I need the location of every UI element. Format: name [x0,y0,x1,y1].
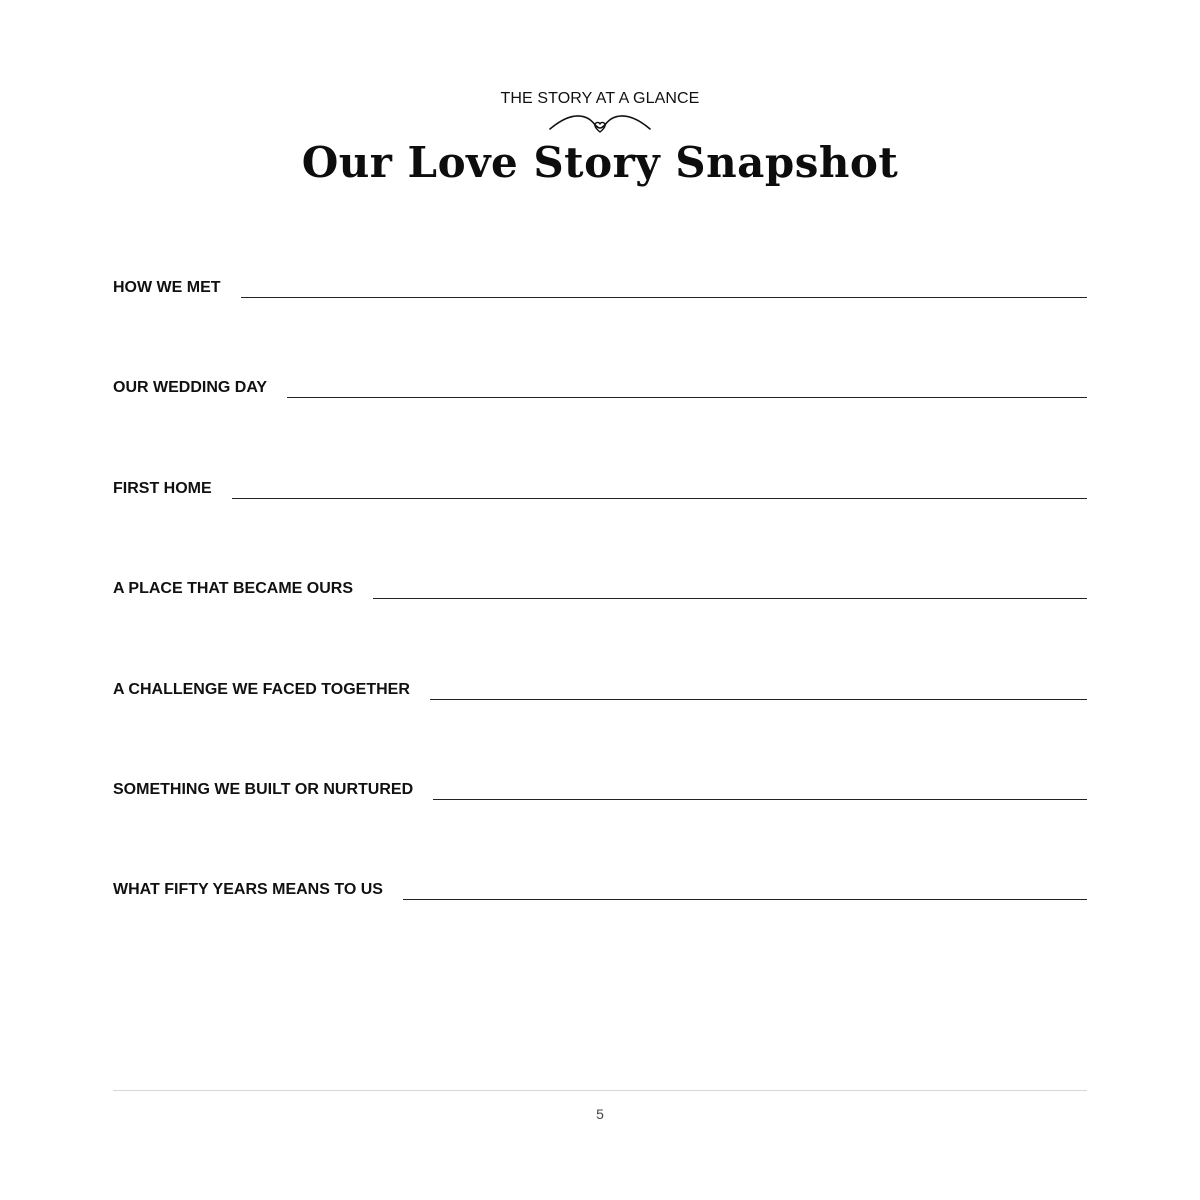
write-in-line[interactable] [430,699,1087,700]
field-a-challenge-we-faced-together [113,675,1087,699]
write-in-line[interactable] [241,297,1087,298]
write-in-line[interactable] [403,899,1087,900]
write-in-line[interactable] [232,498,1087,499]
field-something-we-built-or-nurtured [113,775,1087,799]
field-a-place-that-became-ours [113,574,1087,598]
field-label: OUR WEDDING DAY [113,379,268,396]
page-title: Our Love Story Snapshot [301,138,899,187]
field-label: WHAT FIFTY YEARS MEANS TO US [113,881,383,898]
field-first-home [113,474,1087,498]
field-label: A PLACE THAT BECAME OURS [113,580,353,597]
field-label: A CHALLENGE WE FACED TOGETHER [113,681,410,698]
page-number: 5 [596,1106,604,1122]
write-in-line[interactable] [287,397,1087,398]
field-what-fifty-years-means-to-us [113,875,1087,899]
section-eyebrow: THE STORY AT A GLANCE [500,90,700,107]
field-label: FIRST HOME [113,480,212,497]
field-our-wedding-day [113,373,1087,397]
heart-flourish-icon [545,108,655,134]
field-how-we-met [113,273,1087,297]
footer-divider [113,1090,1087,1091]
field-label: HOW WE MET [113,279,221,296]
write-in-line[interactable] [433,799,1087,800]
write-in-line[interactable] [373,598,1087,599]
field-label: SOMETHING WE BUILT OR NURTURED [113,781,414,798]
